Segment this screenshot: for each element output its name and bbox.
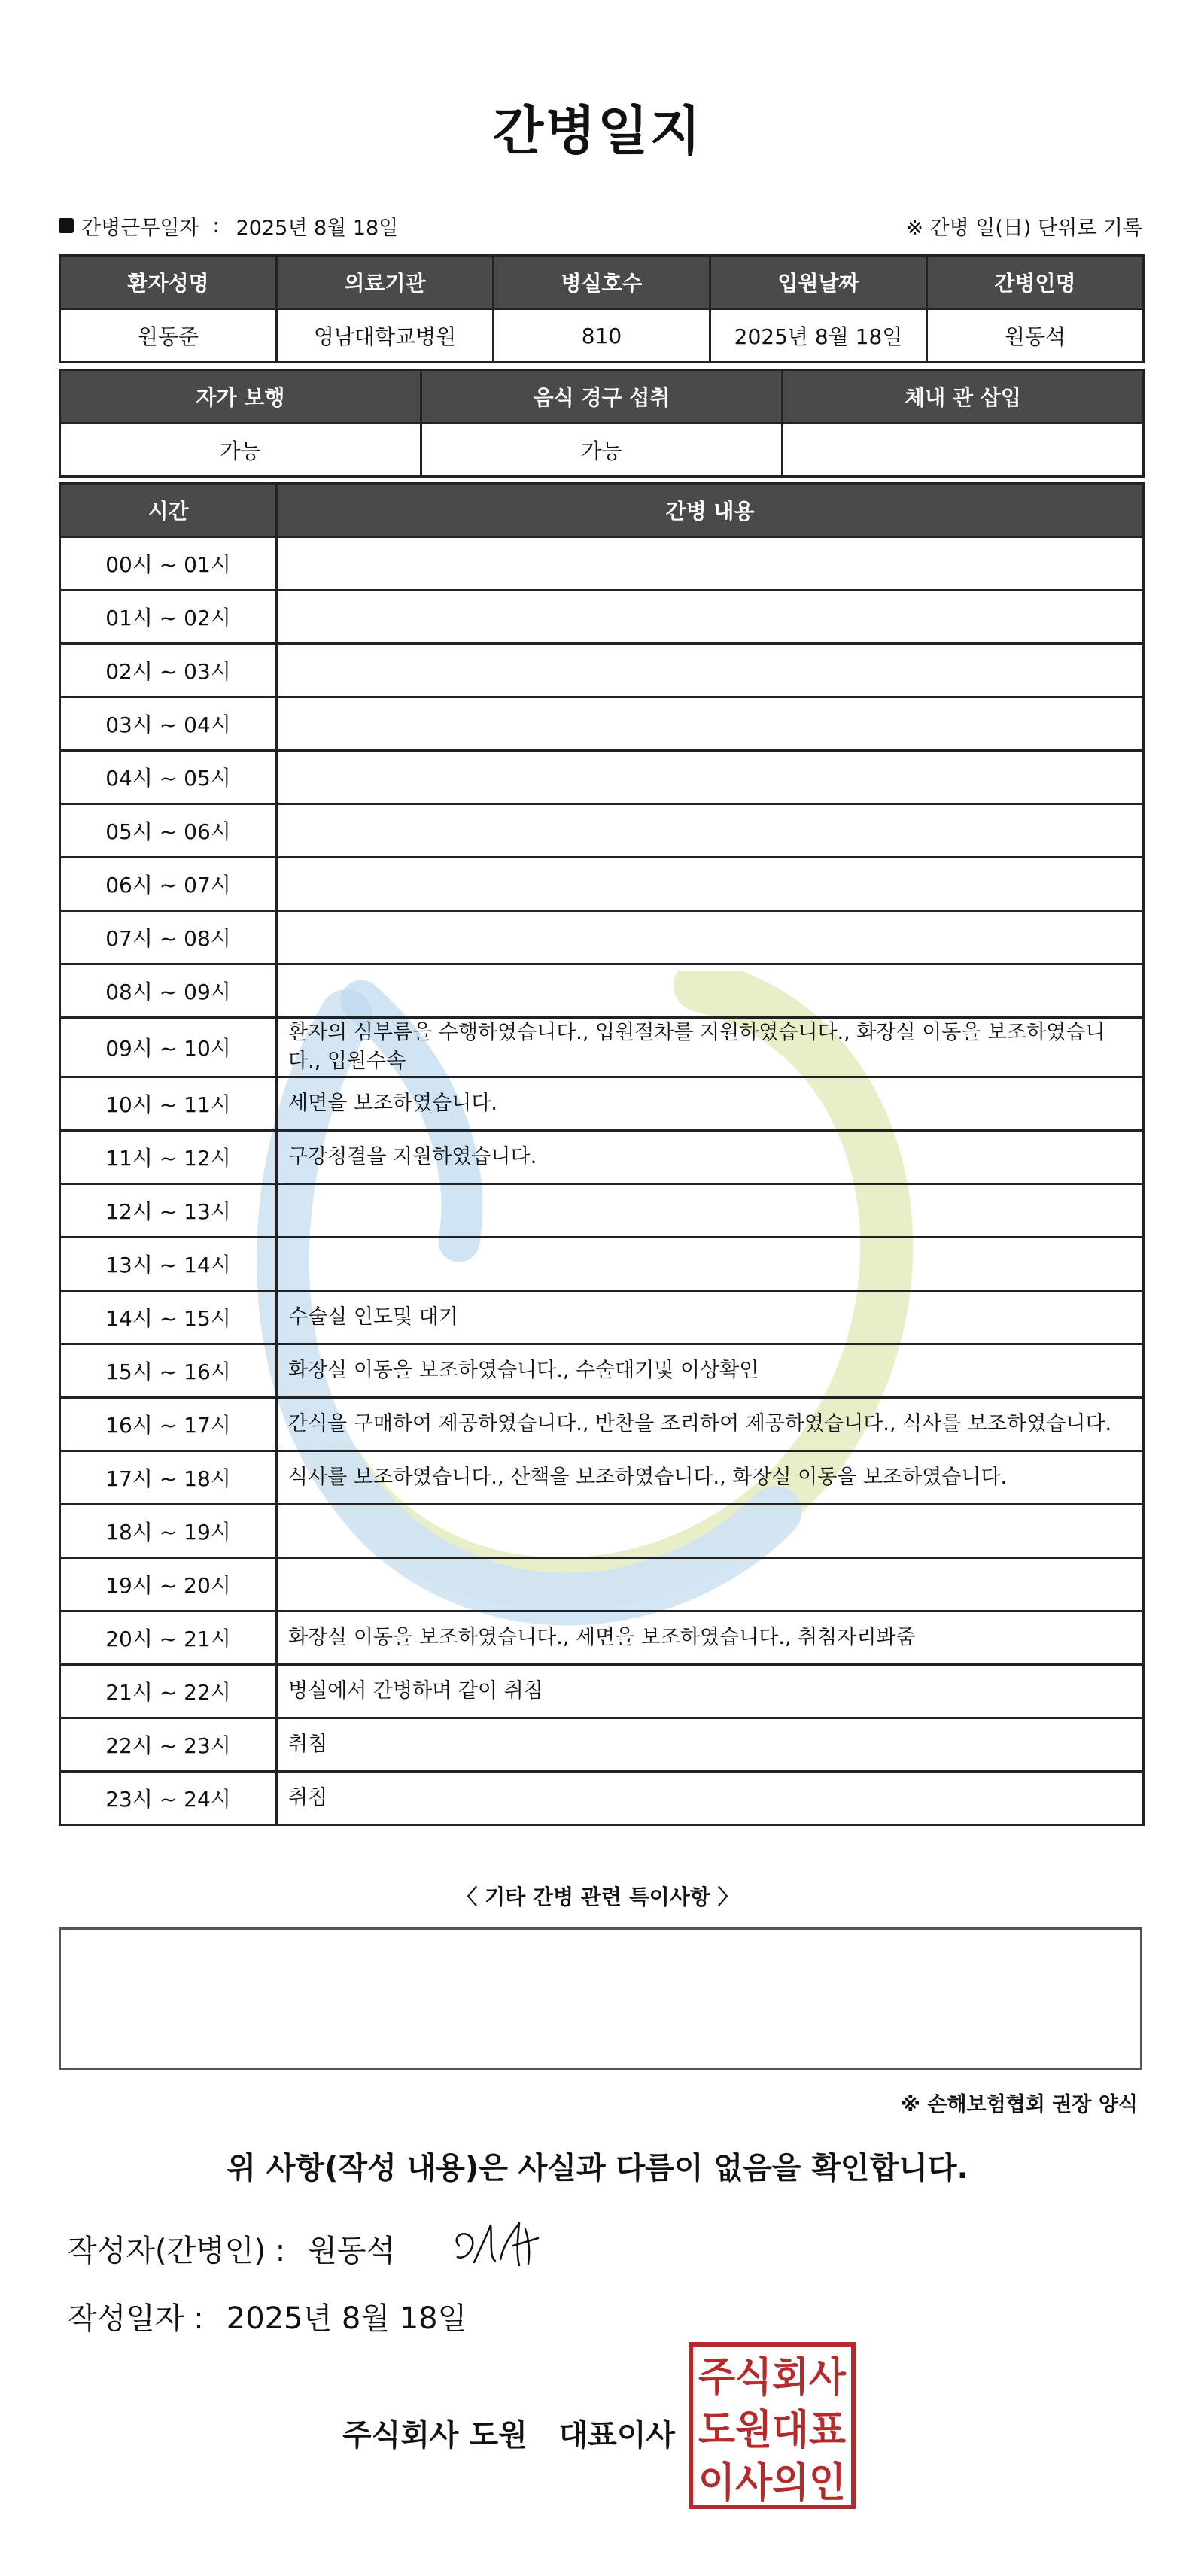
log-content-cell <box>277 804 1144 858</box>
header-admission-date: 입원날짜 <box>710 256 927 309</box>
written-date-label: 작성일자 : <box>68 2301 204 2336</box>
log-content-cell: 취침 <box>277 1772 1144 1825</box>
log-time-cell: 05시 ~ 06시 <box>60 804 277 858</box>
log-time-cell: 09시 ~ 10시 <box>60 1018 277 1077</box>
log-body <box>60 537 1144 1825</box>
log-row <box>60 858 1144 911</box>
special-notes-box <box>59 1927 1142 2070</box>
square-bullet-icon <box>59 218 74 233</box>
patient-status-table <box>59 369 1145 478</box>
written-date-value: 2025년 8월 18일 <box>226 2301 467 2336</box>
page-title: 간병일지 <box>492 100 703 162</box>
log-header-row <box>60 484 1144 537</box>
writer-row <box>68 2227 395 2270</box>
log-time-cell: 19시 ~ 20시 <box>60 1558 277 1612</box>
patient-header-row <box>60 256 1144 309</box>
patient-value-row <box>60 309 1144 363</box>
log-row <box>60 1291 1144 1344</box>
association-note: ※ 손해보험협회 권장 양식 <box>900 2093 1138 2116</box>
log-row <box>60 1398 1144 1451</box>
log-content-cell <box>277 858 1144 911</box>
log-row <box>60 1558 1144 1612</box>
log-content-cell <box>277 1558 1144 1612</box>
log-time-cell: 02시 ~ 03시 <box>60 644 277 697</box>
writer-label: 작성자(간병인) : <box>68 2234 286 2268</box>
log-time-cell: 03시 ~ 04시 <box>60 697 277 751</box>
header-tube-insertion: 체내 관 삽입 <box>783 370 1144 424</box>
oral-intake-value: 가능 <box>421 424 783 477</box>
log-content-cell <box>277 751 1144 804</box>
log-time-cell: 21시 ~ 22시 <box>60 1665 277 1718</box>
log-time-cell: 10시 ~ 11시 <box>60 1077 277 1131</box>
tube-insertion-value <box>783 424 1144 477</box>
hospital-value: 영남대학교병원 <box>277 309 494 363</box>
log-row <box>60 804 1144 858</box>
header-care-content: 간병 내용 <box>277 484 1144 537</box>
log-time-cell: 08시 ~ 09시 <box>60 964 277 1018</box>
log-time-cell: 20시 ~ 21시 <box>60 1612 277 1665</box>
company-seal-stamp <box>686 2340 858 2511</box>
header-room-number: 병실호수 <box>494 256 710 309</box>
log-time-cell: 12시 ~ 13시 <box>60 1184 277 1238</box>
log-time-cell: 22시 ~ 23시 <box>60 1718 277 1772</box>
log-content-cell: 병실에서 간병하며 같이 취침 <box>277 1665 1144 1718</box>
log-time-cell: 14시 ~ 15시 <box>60 1291 277 1344</box>
handwritten-signature <box>444 2216 549 2272</box>
work-date-label: 간병근무일자 <box>81 216 199 240</box>
written-date-row <box>68 2295 467 2338</box>
log-content-cell: 식사를 보조하였습니다., 산책을 보조하였습니다., 화장실 이동을 보조하였습니다. <box>277 1451 1144 1505</box>
status-value-row <box>60 424 1144 477</box>
log-content-cell <box>277 1238 1144 1291</box>
confirmation-statement: 위 사항(작성 내용)은 사실과 다름이 없음을 확인합니다. <box>227 2151 968 2186</box>
work-date-value: 2025년 8월 18일 <box>236 216 399 240</box>
log-content-cell: 취침 <box>277 1718 1144 1772</box>
patient-name-value: 원동준 <box>60 309 277 363</box>
log-content-cell: 세면을 보조하였습니다. <box>277 1077 1144 1131</box>
log-content-cell: 구강청결을 지원하였습니다. <box>277 1131 1144 1184</box>
log-content-cell: 화장실 이동을 보조하였습니다., 세면을 보조하였습니다., 취침자리봐줌 <box>277 1612 1144 1665</box>
header-hospital: 의료기관 <box>277 256 494 309</box>
log-content-cell: 화장실 이동을 보조하였습니다., 수술대기및 이상확인 <box>277 1344 1144 1398</box>
log-time-cell: 13시 ~ 14시 <box>60 1238 277 1291</box>
log-row <box>60 1505 1144 1558</box>
log-row <box>60 1238 1144 1291</box>
meta-row <box>59 211 1142 241</box>
log-content-cell <box>277 644 1144 697</box>
svg-text:도원대표: 도원대표 <box>698 2406 846 2453</box>
writer-name: 원동석 <box>308 2234 396 2268</box>
log-time-cell: 15시 ~ 16시 <box>60 1344 277 1398</box>
work-date-group <box>59 211 398 241</box>
log-time-cell: 11시 ~ 12시 <box>60 1131 277 1184</box>
log-row <box>60 911 1144 964</box>
log-content-cell <box>277 1184 1144 1238</box>
room-number-value: 810 <box>494 309 710 363</box>
svg-text:주식회사: 주식회사 <box>698 2353 847 2401</box>
log-time-cell: 18시 ~ 19시 <box>60 1505 277 1558</box>
work-date-separator: : <box>212 214 220 238</box>
log-row <box>60 1184 1144 1238</box>
patient-info-table <box>59 254 1145 363</box>
log-row <box>60 1718 1144 1772</box>
log-row <box>60 1665 1144 1718</box>
log-time-cell: 23시 ~ 24시 <box>60 1772 277 1825</box>
log-content-cell <box>277 964 1144 1018</box>
log-time-cell: 06시 ~ 07시 <box>60 858 277 911</box>
header-oral-intake: 음식 경구 섭취 <box>421 370 783 424</box>
log-content-cell: 수술실 인도및 대기 <box>277 1291 1144 1344</box>
log-row <box>60 1612 1144 1665</box>
log-content-cell <box>277 697 1144 751</box>
log-row <box>60 644 1144 697</box>
log-content-cell <box>277 591 1144 644</box>
log-row <box>60 1344 1144 1398</box>
log-content-cell: 환자의 심부름을 수행하였습니다., 입원절차를 지원하였습니다., 화장실 이동을 보조하였습니다., 입원수속 <box>277 1018 1144 1077</box>
self-walking-value: 가능 <box>60 424 421 477</box>
log-row <box>60 1451 1144 1505</box>
log-row <box>60 1018 1144 1077</box>
log-content-cell <box>277 537 1144 591</box>
log-row <box>60 537 1144 591</box>
log-time-cell: 07시 ~ 08시 <box>60 911 277 964</box>
log-row <box>60 1077 1144 1131</box>
header-self-walking: 자가 보행 <box>60 370 421 424</box>
log-time-cell: 01시 ~ 02시 <box>60 591 277 644</box>
log-row <box>60 1772 1144 1825</box>
svg-text:이사의인: 이사의인 <box>698 2459 846 2506</box>
log-time-cell: 04시 ~ 05시 <box>60 751 277 804</box>
log-row <box>60 1131 1144 1184</box>
company-representative: 주식회사 도원 대표이사 <box>342 2418 676 2453</box>
hourly-care-log-table <box>59 482 1145 1826</box>
log-time-cell: 17시 ~ 18시 <box>60 1451 277 1505</box>
unit-note: ※ 간병 일(日) 단위로 기록 <box>906 216 1142 240</box>
header-caregiver-name: 간병인명 <box>927 256 1144 309</box>
admission-date-value: 2025년 8월 18일 <box>710 309 927 363</box>
log-row <box>60 751 1144 804</box>
log-time-cell: 16시 ~ 17시 <box>60 1398 277 1451</box>
log-row <box>60 591 1144 644</box>
log-row <box>60 697 1144 751</box>
log-content-cell <box>277 911 1144 964</box>
log-time-cell: 00시 ~ 01시 <box>60 537 277 591</box>
header-time: 시간 <box>60 484 277 537</box>
log-row <box>60 964 1144 1018</box>
log-content-cell <box>277 1505 1144 1558</box>
special-notes-title: 〈 기타 간병 관련 특이사항 〉 <box>456 1885 739 1909</box>
status-header-row <box>60 370 1144 424</box>
caregiver-name-value: 원동석 <box>927 309 1144 363</box>
header-patient-name: 환자성명 <box>60 256 277 309</box>
log-content-cell: 간식을 구매하여 제공하였습니다., 반찬을 조리하여 제공하였습니다., 식사를 보조하였습니다. <box>277 1398 1144 1451</box>
